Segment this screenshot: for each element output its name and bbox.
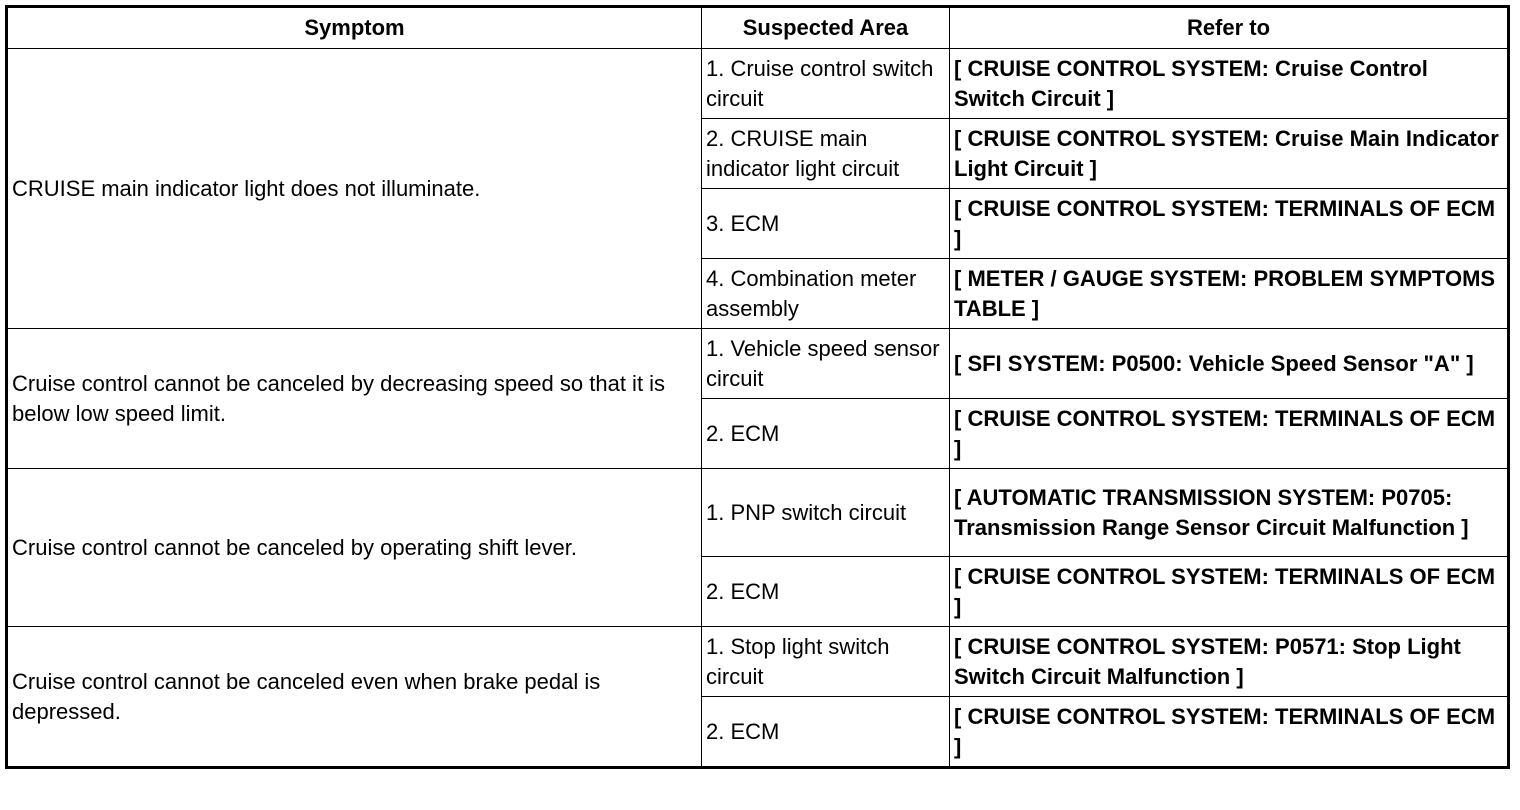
suspected-area-cell: 1. Vehicle speed sensor circuit <box>702 329 950 399</box>
refer-to-cell: [ SFI SYSTEM: P0500: Vehicle Speed Sensor "A" ] <box>950 329 1509 399</box>
refer-to-cell: [ CRUISE CONTROL SYSTEM: P0571: Stop Light Switch Circuit Malfunction ] <box>950 627 1509 697</box>
refer-to-cell: [ CRUISE CONTROL SYSTEM: Cruise Main Indicator Light Circuit ] <box>950 119 1509 189</box>
refer-to-cell: [ CRUISE CONTROL SYSTEM: TERMINALS OF ECM ] <box>950 697 1509 768</box>
header-suspected-area: Suspected Area <box>702 7 950 49</box>
problem-symptoms-table <box>5 5 1510 769</box>
symptom-table-container <box>5 5 1507 769</box>
suspected-area-cell: 1. Cruise control switch circuit <box>702 49 950 119</box>
header-symptom: Symptom <box>7 7 702 49</box>
suspected-area-cell: 2. ECM <box>702 697 950 768</box>
refer-to-cell: [ METER / GAUGE SYSTEM: PROBLEM SYMPTOMS TABLE ] <box>950 259 1509 329</box>
suspected-area-cell: 1. Stop light switch circuit <box>702 627 950 697</box>
table-row <box>7 469 1509 557</box>
suspected-area-cell: 2. ECM <box>702 557 950 627</box>
suspected-area-cell: 1. PNP switch circuit <box>702 469 950 557</box>
header-row <box>7 7 1509 49</box>
suspected-area-cell: 4. Combination meter assembly <box>702 259 950 329</box>
suspected-area-cell: 2. ECM <box>702 399 950 469</box>
header-refer-to: Refer to <box>950 7 1509 49</box>
suspected-area-cell: 3. ECM <box>702 189 950 259</box>
refer-to-cell: [ CRUISE CONTROL SYSTEM: TERMINALS OF ECM ] <box>950 399 1509 469</box>
refer-to-cell: [ AUTOMATIC TRANSMISSION SYSTEM: P0705: Transmission Range Sensor Circuit Malfunction ] <box>950 469 1509 557</box>
refer-to-cell: [ CRUISE CONTROL SYSTEM: TERMINALS OF ECM ] <box>950 189 1509 259</box>
symptom-cell: CRUISE main indicator light does not illuminate. <box>7 49 702 329</box>
refer-to-cell: [ CRUISE CONTROL SYSTEM: TERMINALS OF ECM ] <box>950 557 1509 627</box>
symptom-cell: Cruise control cannot be canceled even when brake pedal is depressed. <box>7 627 702 768</box>
suspected-area-cell: 2. CRUISE main indicator light circuit <box>702 119 950 189</box>
table-row <box>7 329 1509 399</box>
table-row <box>7 49 1509 119</box>
refer-to-cell: [ CRUISE CONTROL SYSTEM: Cruise Control Switch Circuit ] <box>950 49 1509 119</box>
table-row <box>7 627 1509 697</box>
symptom-cell: Cruise control cannot be canceled by decreasing speed so that it is below low speed limit. <box>7 329 702 469</box>
symptom-cell: Cruise control cannot be canceled by operating shift lever. <box>7 469 702 627</box>
